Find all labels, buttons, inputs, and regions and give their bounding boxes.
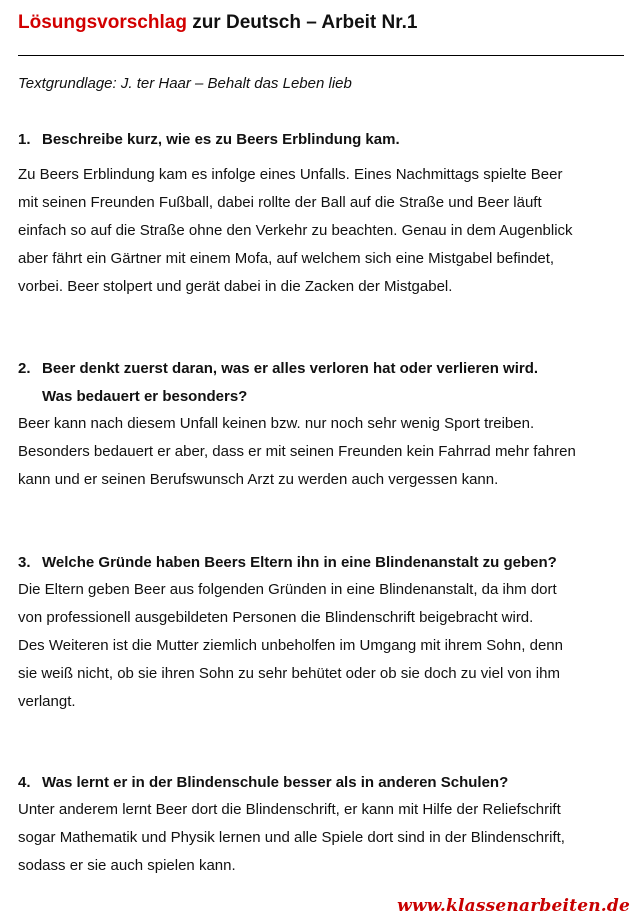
- answer-line: mit seinen Freunden Fußball, dabei rollte der Ball auf die Straße und Beer läuft: [18, 194, 542, 211]
- answer-line: Beer kann nach diesem Unfall keinen bzw. nur noch sehr wenig Sport treiben.: [18, 415, 535, 432]
- question-1-line-1: [18, 126, 400, 154]
- question-4-line-1: [18, 769, 508, 797]
- answer-1: [18, 161, 628, 301]
- question-2-line-1: [18, 355, 538, 383]
- answer-line: sogar Mathematik und Physik lernen und alle Spiele dort sind in der Blindenschrift,: [18, 829, 565, 846]
- question-1: [18, 126, 400, 154]
- question-3: [18, 549, 557, 577]
- question-text: Was lernt er in der Blindenschule besser als in anderen Schulen?: [42, 774, 509, 791]
- question-number: 3.: [18, 554, 31, 571]
- title-accent: Lösungsvorschlag: [18, 12, 187, 33]
- text-basis: Textgrundlage: J. ter Haar – Behalt das Leben lieb: [18, 75, 352, 92]
- page-title: [18, 10, 417, 36]
- question-2-line-2: Was bedauert er besonders?: [42, 388, 248, 405]
- title-rest: zur Deutsch – Arbeit Nr.1: [186, 12, 418, 33]
- question-number: 1.: [18, 131, 31, 148]
- question-number: 2.: [18, 360, 31, 377]
- question-4: [18, 769, 508, 797]
- answer-4: [18, 796, 628, 880]
- answer-line: vorbei. Beer stolpert und gerät dabei in die Zacken der Mistgabel.: [18, 278, 453, 295]
- question-text: Welche Gründe haben Beers Eltern ihn in eine Blindenanstalt zu geben?: [42, 554, 557, 571]
- answer-2: [18, 410, 628, 494]
- answer-line: verlangt.: [18, 693, 76, 710]
- answer-line: Zu Beers Erblindung kam es infolge eines Unfalls. Eines Nachmittags spielte Beer: [18, 166, 563, 183]
- answer-line: sie weiß nicht, ob sie ihren Sohn zu sehr behütet oder ob sie doch zu viel von ihm: [18, 665, 560, 682]
- answer-line: Unter anderem lernt Beer dort die Blindenschrift, er kann mit Hilfe der Reliefschrift: [18, 801, 561, 818]
- question-2: [18, 355, 538, 411]
- answer-line: von professionell ausgebildeten Personen die Blindenschrift beigebracht wird.: [18, 609, 534, 626]
- answer-line: aber fährt ein Gärtner mit einem Mofa, auf welchem sich eine Mistgabel befindet,: [18, 250, 555, 267]
- question-3-line-1: [18, 549, 557, 577]
- answer-line: einfach so auf die Straße ohne den Verkehr zu beachten. Genau in dem Augenblick: [18, 222, 573, 239]
- answer-line: sodass er sie auch spielen kann.: [18, 857, 236, 874]
- question-number: 4.: [18, 774, 31, 791]
- question-text: Beschreibe kurz, wie es zu Beers Erblindung kam.: [42, 131, 400, 148]
- answer-3: [18, 576, 628, 716]
- answer-line: Die Eltern geben Beer aus folgenden Gründen in eine Blindenanstalt, da ihm dort: [18, 581, 557, 598]
- answer-line: Des Weiteren ist die Mutter ziemlich unbeholfen im Umgang mit ihrem Sohn, denn: [18, 637, 563, 654]
- header-divider: [18, 55, 624, 56]
- answer-line: Besonders bedauert er aber, dass er mit seinen Freunden kein Fahrrad mehr fahren: [18, 443, 576, 460]
- site-watermark[interactable]: www.klassenarbeiten.de: [397, 896, 630, 916]
- question-text: Beer denkt zuerst daran, was er alles verloren hat oder verlieren wird.: [42, 360, 539, 377]
- answer-line: kann und er seinen Berufswunsch Arzt zu werden auch vergessen kann.: [18, 471, 499, 488]
